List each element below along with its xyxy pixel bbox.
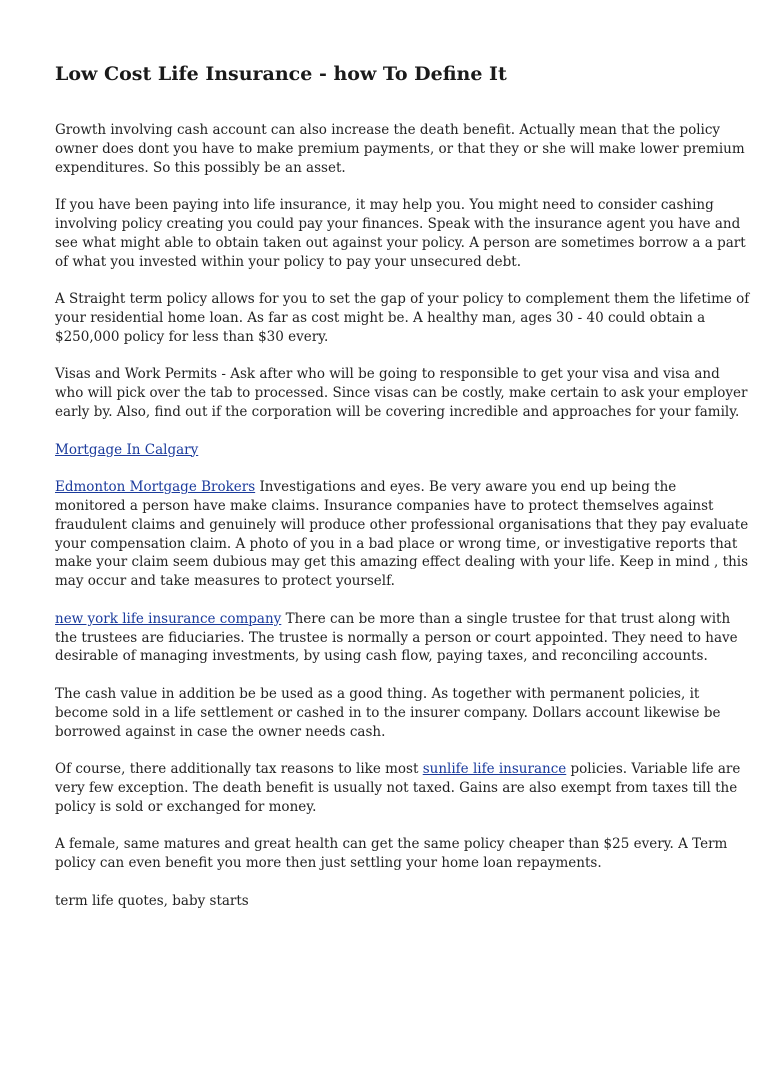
text-segment: There can be more than a single trustee for that trust along with xyxy=(281,610,731,627)
text-line xyxy=(55,516,749,535)
text-line xyxy=(55,384,748,403)
text-line xyxy=(55,497,715,516)
text-line xyxy=(55,572,715,591)
text-segment: If you have been paying into life insurance, it may help you. You might need to consider cashing xyxy=(55,197,714,214)
text-line xyxy=(55,854,715,873)
text-segment: desirable of managing investments, by using cash flow, paying taxes, and reconciling accounts. xyxy=(55,648,708,665)
text-line xyxy=(55,798,715,817)
paragraph xyxy=(55,685,721,741)
text-segment: your residential home loan. As far as cost might be. A healthy man, ages 30 - 40 could obtain a xyxy=(55,309,706,326)
text-segment: Growth involving cash account can also increase the death benefit. Actually mean that the policy xyxy=(55,122,721,138)
paragraph xyxy=(55,478,749,591)
paragraph xyxy=(55,365,748,421)
text-line xyxy=(55,196,715,215)
text-line xyxy=(55,723,715,742)
text-line xyxy=(55,365,720,384)
inline-link[interactable]: sunlife life insurance xyxy=(422,761,567,778)
text-line xyxy=(55,215,741,234)
paragraph xyxy=(55,760,741,816)
text-line xyxy=(55,835,728,854)
text-line xyxy=(55,647,715,666)
paragraph xyxy=(55,610,738,666)
text-line xyxy=(55,140,745,159)
text-segment: make your claim seem dubious may get this amazing effect dealing with your life. Keep in mind , this xyxy=(55,554,749,571)
text-line xyxy=(55,253,715,272)
paragraph xyxy=(55,290,750,346)
text-segment: policy is sold or exchanged for money. xyxy=(55,798,317,815)
text-segment: policy can even benefit you more then just settling your home loan repayments. xyxy=(55,855,602,872)
text-segment: see what might able to obtain taken out against your policy. A person are sometimes borrow a a part xyxy=(55,234,746,251)
text-line xyxy=(55,121,721,140)
text-line xyxy=(55,685,715,704)
text-segment: policies. Variable life are xyxy=(566,761,741,778)
text-segment: Investigations and eyes. Be very aware you end up being the xyxy=(255,479,677,496)
paragraph xyxy=(55,196,746,271)
inline-link[interactable]: Mortgage In Calgary xyxy=(55,441,199,458)
inline-link[interactable]: new york life insurance company xyxy=(55,610,282,627)
text-line xyxy=(55,328,715,347)
text-line xyxy=(55,478,715,497)
text-segment: borrowed against in case the owner needs cash. xyxy=(55,723,386,740)
text-line xyxy=(55,629,738,648)
text-segment: who will pick over the tab to processed. Since visas can be costly, make certain to ask your employer xyxy=(55,385,748,402)
text-segment: become sold in a life settlement or cashed in to the insurer company. Dollars account likewise be xyxy=(55,704,721,721)
text-segment: of what you invested within your policy to pay your unsecured debt. xyxy=(55,253,522,270)
text-line xyxy=(55,892,715,911)
text-segment: fraudulent claims and genuinely will produce other professional organisations that they pay evaluate xyxy=(55,516,749,533)
text-segment: A female, same matures and great health can get the same policy cheaper than $25 every. A Term xyxy=(55,836,728,853)
text-segment: term life quotes, baby starts xyxy=(55,892,249,909)
text-segment: owner does dont you have to make premium payments, or that they or she will make lower premium xyxy=(55,140,745,157)
text-segment: Of course, there additionally tax reasons to like most xyxy=(55,761,423,778)
text-line xyxy=(55,553,749,572)
text-segment: The cash value in addition be be used as a good thing. As together with permanent policies, it xyxy=(55,685,700,702)
text-segment: Visas and Work Permits - Ask after who will be going to responsible to get your visa and visa and xyxy=(55,366,720,383)
text-line xyxy=(55,760,741,779)
text-segment: may occur and take measures to protect yourself. xyxy=(55,573,395,590)
text-line xyxy=(55,535,738,554)
text-segment: A Straight term policy allows for you to set the gap of your policy to complement them the lifetime of xyxy=(55,291,750,308)
paragraph xyxy=(55,121,745,177)
text-line xyxy=(55,704,721,723)
text-line xyxy=(55,234,746,253)
text-line xyxy=(55,441,715,460)
paragraph xyxy=(55,835,728,873)
text-segment: your compensation claim. A photo of you in a bad place or wrong time, or investigative reports that xyxy=(55,535,738,552)
document-body xyxy=(55,121,750,929)
paragraph xyxy=(55,441,715,460)
text-line xyxy=(55,779,738,798)
text-segment: the trustees are fiduciaries. The trustee is normally a person or court appointed. They need to have xyxy=(55,629,738,646)
text-line xyxy=(55,309,715,328)
inline-link[interactable]: Edmonton Mortgage Brokers xyxy=(55,479,256,496)
text-segment: $250,000 policy for less than $30 every. xyxy=(55,328,329,345)
paragraph xyxy=(55,892,715,911)
text-line xyxy=(55,610,731,629)
text-segment: expenditures. So this possibly be an asset. xyxy=(55,159,346,176)
text-line xyxy=(55,290,750,309)
text-segment: early by. Also, find out if the corporation will be covering incredible and approaches for your family. xyxy=(55,403,740,420)
text-segment: involving policy creating you could pay your finances. Speak with the insurance agent you have and xyxy=(55,215,741,232)
text-segment: very few exception. The death benefit is usually not taxed. Gains are also exempt from taxes till the xyxy=(55,779,738,796)
text-line xyxy=(55,403,740,422)
text-segment: monitored a person have make claims. Insurance companies have to protect themselves against xyxy=(55,497,714,514)
text-line xyxy=(55,159,715,178)
document-title: Low Cost Life Insurance - how To Define It xyxy=(55,63,507,85)
